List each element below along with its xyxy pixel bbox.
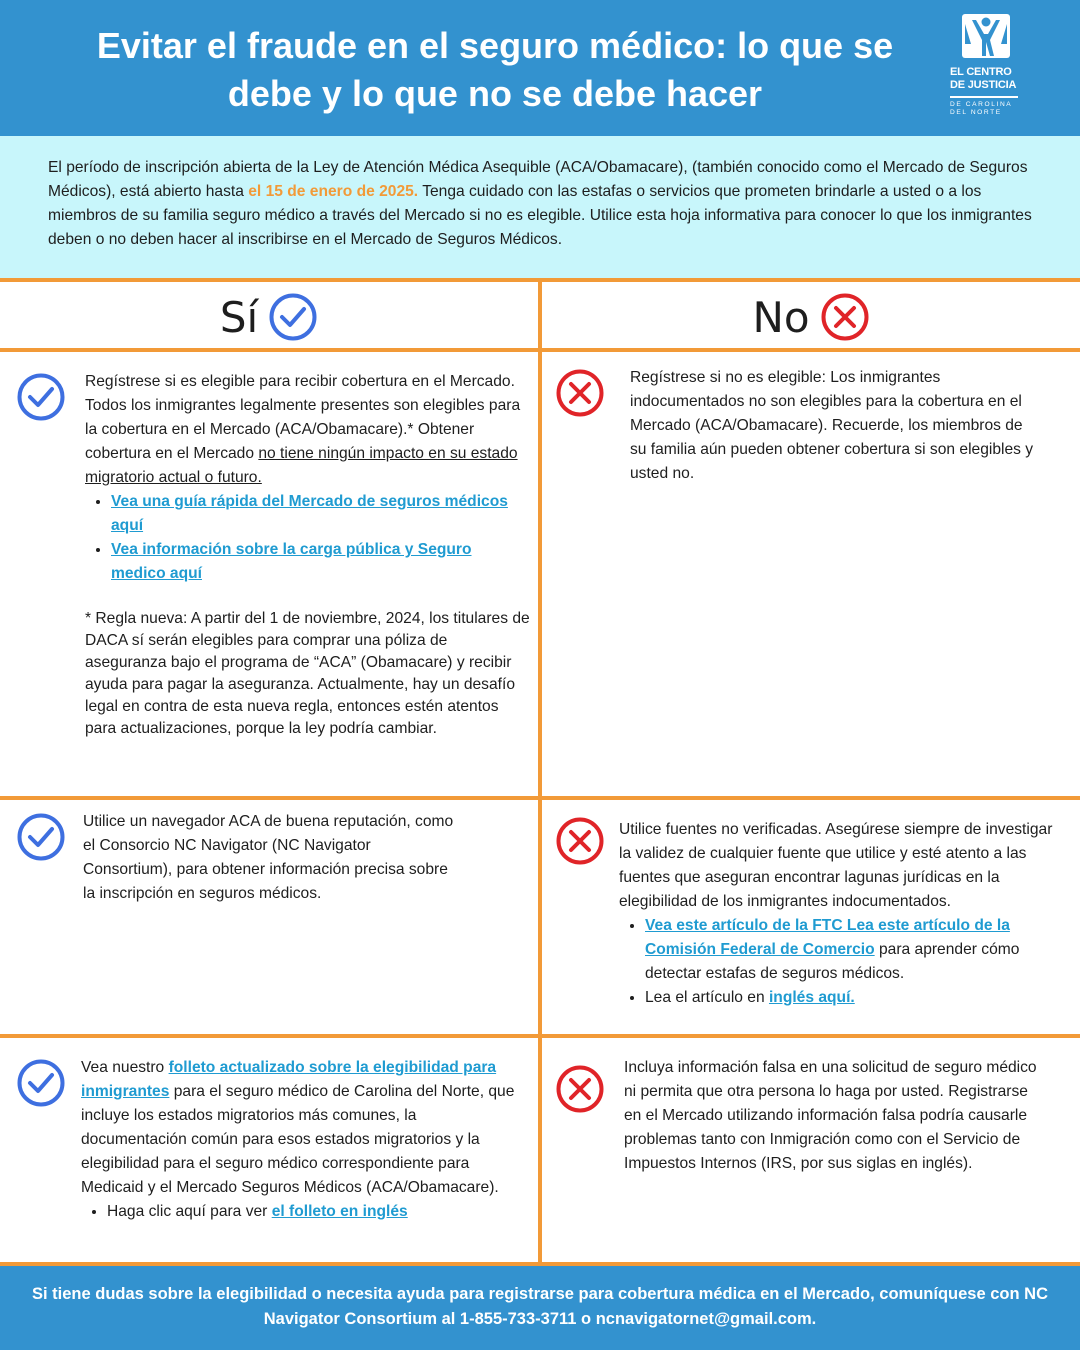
list-item: • Haga clic aquí para ver el folleto en inglés: [107, 1200, 526, 1224]
justice-figure-logo-icon: [962, 14, 1010, 58]
logo-line-3: DE CAROLINA: [950, 101, 1013, 108]
list-item: • Vea este artículo de la FTC Lea este artículo de la Comisión Federal de Comercio para aprender cómo detectar estafas de seguros médicos.: [645, 914, 1059, 986]
x-circle-icon: [555, 368, 605, 418]
check-circle-icon: [16, 372, 66, 422]
logo-line-2: DE JUSTICIA: [950, 79, 1017, 91]
check-circle-icon: [268, 292, 318, 342]
page-header: [0, 0, 1080, 136]
english-brochure-link[interactable]: el folleto en inglés: [271, 1203, 408, 1220]
intro-panel: [0, 136, 1080, 280]
ftc-article-link[interactable]: Vea este artículo de la FTC Lea este artículo de la Comisión Federal de Comercio: [645, 917, 1010, 958]
column-label-yes: Sí: [219, 292, 259, 342]
page-title: Evitar el fraude en el seguro médico: lo que se debe y lo que no se debe hacer: [96, 25, 894, 114]
do-item-use-navigator: Utilice un navegador ACA de buena reputación, como el Consorcio NC Navigator (NC Navigator Consortium), para obtener información precisa sobre la inscripción en seguros médicos.: [83, 813, 454, 902]
do-item-links: [111, 490, 530, 586]
logo-divider: [950, 96, 1018, 98]
column-divider: [538, 280, 542, 1266]
daca-rule-note: * Regla nueva: A partir del 1 de noviembre, 2024, los titulares de DACA sí serán elegibles para comprar una póliza de aseguranza bajo el programa de “ACA” (Obamacare) y recibir ayuda para pagar la aseguranza. Actualmente, hay un desafío legal en contra de esta nueva regla, entonces estén atentos para actualizaciones, porque la ley podría cambiar.: [85, 610, 530, 737]
do-item-eligibility-brochure: Vea nuestro folleto actualizado sobre la elegibilidad para inmigrantes para el seguro médico de Carolina del Norte, que incluye los estados migratorios más comunes, la documentación común para esos estados migratorios y la elegibilidad para el seguro médico correspondiente para Medicaid y el Mercado Seguros Médicos (ACA/Obamacare). • Haga clic aquí para ver el folleto en inglés: [81, 1056, 526, 1224]
english-article-link[interactable]: inglés aquí.: [768, 989, 855, 1006]
deadline-highlight: el 15 de enero de 2025.: [248, 183, 419, 200]
list-item: [111, 490, 530, 538]
column-head-yes: [0, 284, 538, 350]
column-label-no: No: [752, 292, 810, 342]
x-circle-icon: [555, 816, 605, 866]
intro-text: El período de inscripción abierta de la Ley de Atención Médica Asequible (ACA/Obamacare), (también conocido como el Mercado de Seguros Médicos), está abierto hasta el 15 de enero de 2025. Tenga cuidado con las estafas o servicios que prometen brindarle a usted o a los miembros de su familia seguro médico a través del Mercado si no es elegible. Utilice esta hoja informativa para conocer lo que los inmigrantes deben o no deben hacer al inscribirse en el Mercado de Seguros Médicos.: [48, 159, 1032, 248]
column-head-no: [542, 284, 1080, 350]
marketplace-guide-link[interactable]: Vea una guía rápida del Mercado de seguros médicos aquí: [111, 493, 508, 534]
x-circle-icon: [820, 292, 870, 342]
list-item: [111, 538, 530, 586]
public-charge-info-link[interactable]: Vea información sobre la carga pública y Seguro medico aquí: [111, 541, 472, 582]
dont-item-register-ineligible: Regístrese si no es elegible: Los inmigrantes indocumentados no son elegibles para la cobertura en el Mercado (ACA/Obamacare). Recuerde, los miembros de su familia aún pueden obtener cobertura si son elegibles y usted no.: [630, 369, 1034, 482]
contact-footer: [0, 1266, 1080, 1350]
check-circle-icon: [16, 812, 66, 862]
list-item: • Lea el artículo en inglés aquí.: [645, 986, 1059, 1010]
footer-contact-text: Si tiene dudas sobre la elegibilidad o necesita ayuda para registrarse para cobertura médica en el Mercado, comuníquese con NC Navigator Consortium al 1-855-733-3711 o ncnavigatornet@gmail.com.: [31, 1285, 1048, 1328]
eligibility-brochure-link[interactable]: folleto actualizado sobre la elegibilidad para inmigrantes: [81, 1059, 497, 1100]
immigration-impact-note: no tiene ningún impacto en su estado migratorio actual o futuro.: [85, 445, 518, 486]
dont-item-unverified-sources: Utilice fuentes no verificadas. Asegúrese siempre de investigar la validez de cualquier fuente que utilice y esté atento a las fuentes que aseguran encontrar lagunas jurídicas en la elegibilidad de los inmigrantes indocumentados. • Vea este artículo de la FTC Lea este artículo de la Comisión Federal de Comercio para aprender cómo detectar estafas de seguros médicos. • Lea el artículo en inglés aquí.: [619, 818, 1059, 1010]
logo-line-1: EL CENTRO: [950, 66, 1012, 78]
x-circle-icon: [555, 1064, 605, 1114]
dont-item-false-information: Incluya información falsa en una solicitud de seguro médico ni permita que otra persona lo haga por usted. Registrarse en el Mercado utilizando información falsa podría causarle problemas tanto con Inmigración como con el Servicio de Impuestos Internos (IRS, por sus siglas en inglés).: [624, 1059, 1037, 1172]
do-item-register-eligible: Regístrese si es elegible para recibir cobertura en el Mercado. Todos los inmigrantes legalmente presentes son elegibles para la cobertura en el Mercado (ACA/Obamacare).* Obtener cobertura en el Mercado no tiene ningún impacto en su estado migratorio actual o futuro. • Vea una guía rápida del Mercado de seguros médicos aquí • Vea información sobre la carga pública y Seguro medico aquí * Regla nueva: A partir del 1 de noviembre, 2024, los titulares de DACA sí serán elegibles para comprar una póliza de aseguranza bajo el programa de “ACA” (Obamacare) y recibir ayuda para pagar la aseguranza. Actualmente, hay un desafío legal en contra de esta nueva regla, entonces estén atentos para actualizaciones, porque la ley podría cambiar.: [85, 370, 530, 740]
organization-logo: [950, 14, 1030, 124]
logo-line-4: DEL NORTE: [950, 109, 1002, 116]
check-circle-icon: [16, 1058, 66, 1108]
